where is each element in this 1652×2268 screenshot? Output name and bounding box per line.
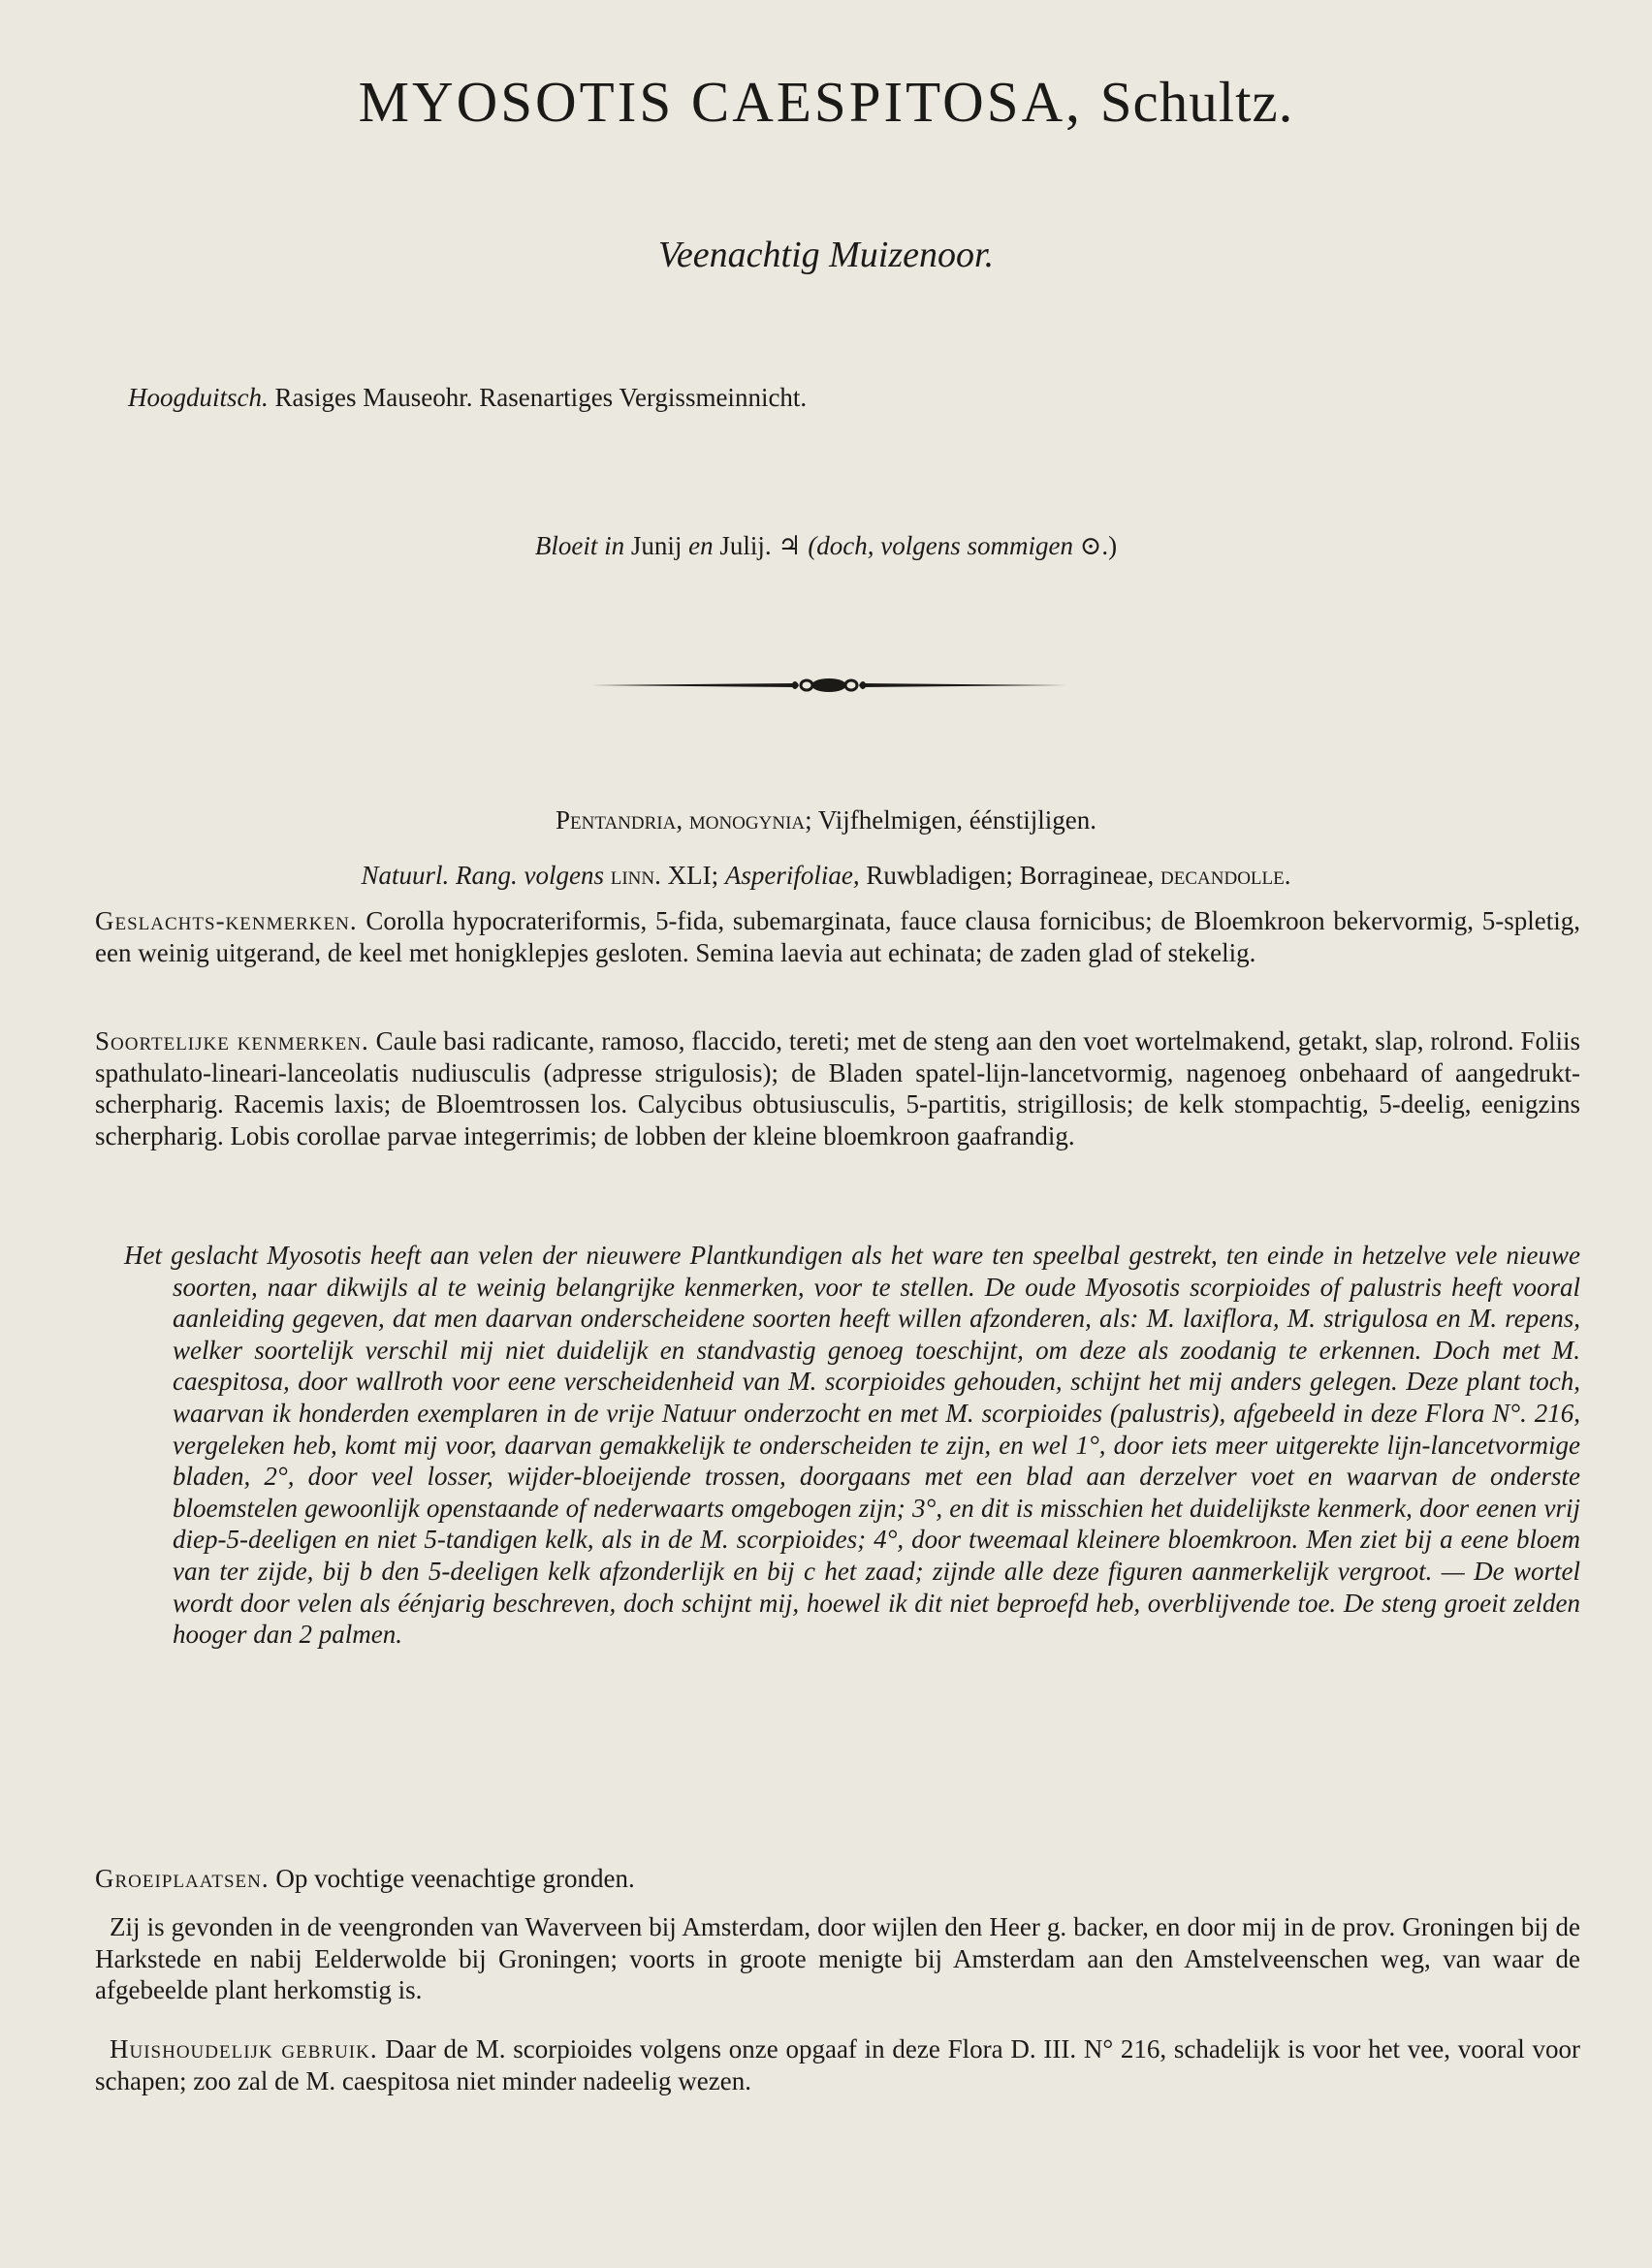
rang-rest: Ruwbladigen; Borragineae,	[866, 861, 1155, 890]
species-text: Caule basi radicante, ramoso, flaccido, tereti; met de steng aan den voet wortelmakend, getakt, slap, rolrond. Foliis spathulato-lineari-lanceolatis nudiusculis (adpresse strigulosis); de Bladen spatel-lijn-lancetvormig, nagenoeg onbehaard of aangedrukt-scherpharig. Racemis laxis; de Bloemtrossen los. Calycibus obtusiusculis, 5-partitis, strigillosis; de kelk stompachtig, 5-deelig, eenigzins scherpharig. Lobis corollae parvae integerrimis; de lobben der kleine bloemkroon gaafrandig.	[95, 1026, 1581, 1150]
rang-family: Asperifoliae,	[724, 861, 860, 890]
title-species: MYOSOTIS CAESPITOSA,	[358, 70, 1083, 134]
title-author: Schultz.	[1099, 70, 1294, 134]
ornament-divider-icon	[591, 669, 1066, 702]
classification-label: Pentandria, monogynia;	[556, 805, 812, 835]
perennial-symbol-icon: ♃	[778, 531, 802, 560]
bloom-month-1: Junij	[630, 531, 683, 560]
genus-characters	[95, 905, 1580, 968]
genus-text: Corolla hypocrateriformis, 5-fida, subemarginata, fauce clausa fornicibus; de Bloemkroon bekervormig, 5-spletig, een weinig uitgerand, de keel met honigklepjes gesloten. Semina laevia aut echinata; de zaden glad of stekelig.	[95, 906, 1580, 967]
use-text: Daar de M. scorpioides volgens onze opgaaf in deze Flora D. III. N° 216, schadelijk is voor het vee, vooral voor schapen; zoo zal de M. caespitosa niet minder nadeelig wezen.	[95, 2034, 1580, 2095]
bloom-en: en	[688, 531, 714, 560]
species-characters	[95, 1025, 1580, 1151]
classification-line	[0, 803, 1652, 837]
rang-label: Natuurl. Rang. volgens	[361, 861, 604, 890]
use-head: Huishoudelijk gebruik.	[110, 2034, 378, 2063]
bloom-period	[0, 528, 1652, 563]
rang-linn: linn.	[610, 861, 661, 890]
rang-number: XLI;	[667, 861, 719, 890]
annual-symbol-icon: ⊙	[1079, 531, 1102, 560]
genus-head: Geslachts-kenmerken.	[95, 906, 358, 935]
bloom-month-2: Julij.	[719, 531, 772, 560]
habitat-text: Op vochtige veenachtige gronden.	[275, 1864, 635, 1893]
bloom-prefix: Bloeit in	[534, 531, 625, 560]
german-names	[128, 380, 1582, 415]
locations-paragraph: Zij is gevonden in de veengronden van Waverveen bij Amsterdam, door wijlen den Heer g. backer, en door mij in de prov. Groningen bij de Harkstede en nabij Eelderwolde bij Groningen; voorts in groote menigte bij Amsterdam aan den Amstelveenschen weg, van waar de afgebeelde plant herkomstig is.	[95, 1912, 1580, 2005]
dutch-name: Veenachtig Muizenoor.	[657, 235, 995, 275]
german-label: Hoogduitsch.	[128, 383, 269, 412]
bloom-note: (doch, volgens sommigen	[808, 531, 1074, 560]
habitat-head: Groeiplaatsen.	[95, 1864, 270, 1893]
habitat	[95, 1863, 1580, 1895]
species-head: Soortelijke kenmerken.	[95, 1026, 369, 1055]
natural-order-line	[0, 858, 1652, 893]
economic-use	[95, 2033, 1580, 2096]
rang-decandolle: decandolle.	[1160, 861, 1291, 890]
commentary-paragraph: Het geslacht Myosotis heeft aan velen der nieuwere Plantkundigen als het ware ten speelbal gestrekt, ten einde in hetzelve vele nieuwe soorten, naar dikwijls al te weinig belangrijke kenmerken, voor te stellen. De oude Myosotis scorpioides of palustris heeft vooral aanleiding gegeven, dat men daarvan onderscheidene soorten heeft willen afzonderen, als: M. laxiflora, M. strigulosa en M. repens, welker soortelijk verschil mij niet duidelijk en standvastig genoeg toeschijnt, om deze als zoodanig te erkennen. Doch met M. caespitosa, door wallroth voor eene verscheidenheid van M. scorpioides gehouden, schijnt het mij anders gelegen. Deze plant toch, waarvan ik honderden exemplaren in de vrije Natuur onderzocht en met M. scorpioides (palustris), afgebeeld in deze Flora N°. 216, vergeleken heb, komt mij voor, daarvan gemakkelijk te onderscheiden te zijn, en wel 1°, door iets meer uitgerekte lijn-lancetvormige bladen, 2°, door veel losser, wijder-bloeijende trossen, doorgaans met een blad aan derzelver voet en waarvan de onderste bloemstelen gewoonlijk openstaande of nederwaarts omgebogen zijn; 3°, en dit is misschien het duidelijkste kenmerk, door eenen vrij diep-5-deeligen en niet 5-tandigen kelk, als in de M. scorpioides; 4°, door tweemaal kleinere bloemkroon. Men ziet bij a eene bloem van ter zijde, bij b den 5-deeligen kelk afzonderlijk en bij c het zaad; zijnde alle deze figuren aanmerkelijk vergroot. — De wortel wordt door velen als éénjarig beschreven, doch schijnt mij, hoewel ik dit niet beproefd heb, overblijvende toe. De steng groeit zelden hooger dan 2 palmen.	[124, 1241, 1580, 1650]
page-title	[0, 68, 1652, 136]
german-text: Rasiges Mauseohr. Rasenartiges Vergissmeinnicht.	[274, 383, 808, 412]
classification-text: Vijfhelmigen, éénstijligen.	[817, 805, 1096, 835]
bloom-close: .)	[1101, 531, 1118, 560]
